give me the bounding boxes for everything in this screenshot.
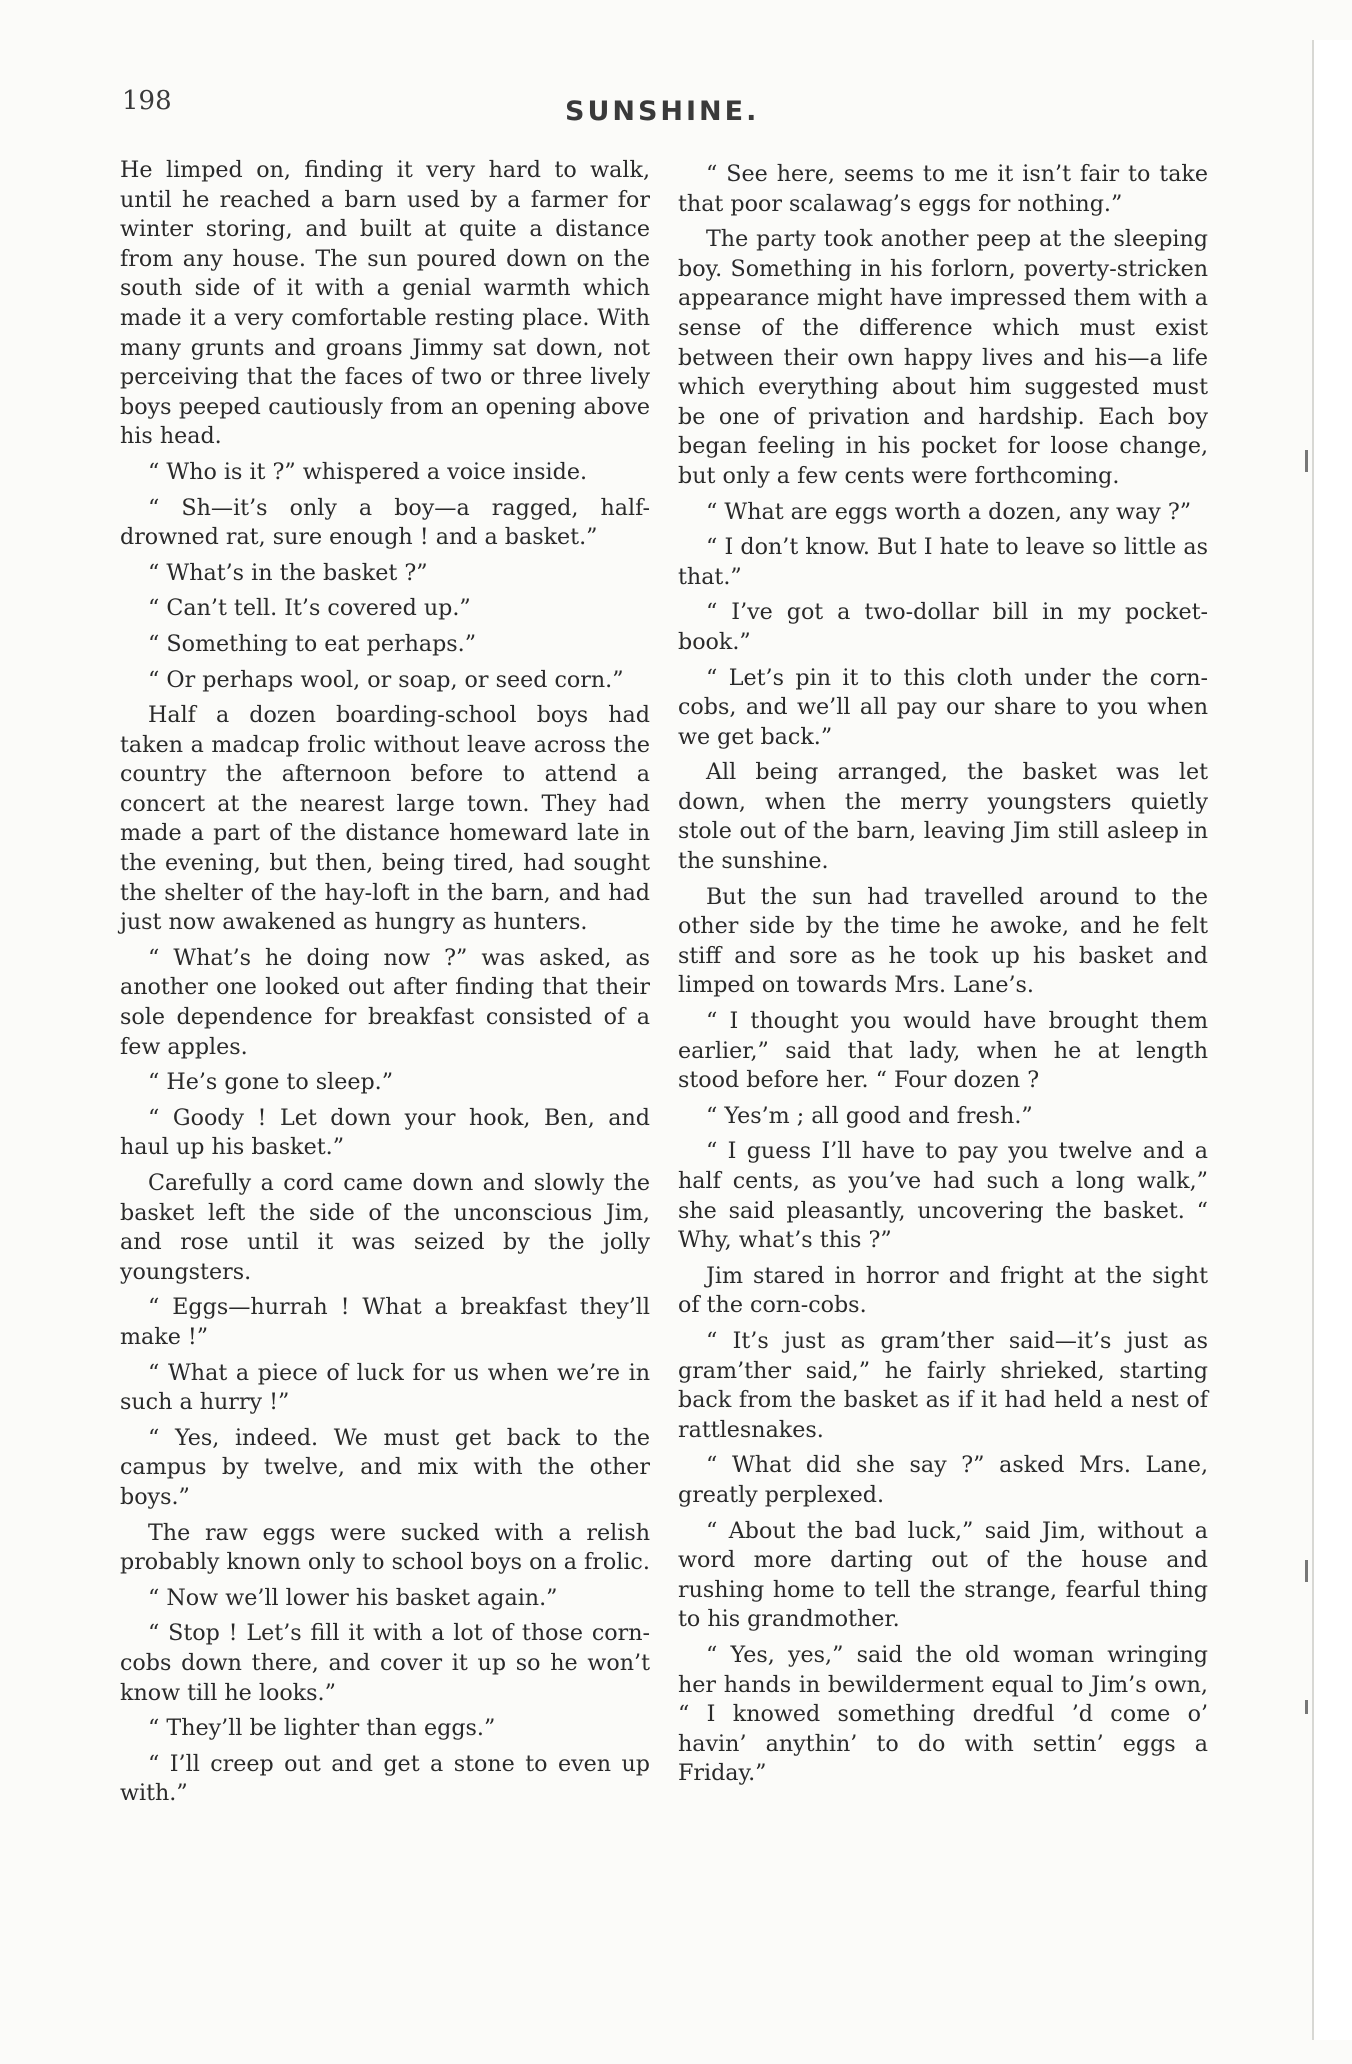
paragraph: “ I thought you would have brought them earlier,” said that lady, when he at length stood before her. “ Four dozen ? xyxy=(678,1008,1208,1094)
paragraph: “ What’s in the basket ?” xyxy=(148,559,428,586)
paragraph: He limped on, finding it very hard to walk, until he reached a barn used by a farmer for winter storing, and built at quite a distance from any house. The sun poured down on the south side of it with a genial warmth which made it a very comfortable resting place. With many grunts and groans Jimmy sat down, not perceiving that the faces of two or three lively boys peeped cautiously from an opening above his head. xyxy=(120,157,650,450)
paragraph: “ I guess I’ll have to pay you twelve and a half cents, as you’ve had such a long walk,” she said pleasantly, uncovering the basket. “ Why, what’s this ?” xyxy=(678,1138,1208,1254)
paragraph: “ It’s just as gram’ther said—it’s just as gram’ther said,” he fairly shrieked, starting back from the basket as if it had held a nest of rattlesnakes. xyxy=(678,1327,1208,1443)
scan-mark xyxy=(1305,1560,1308,1582)
paragraph: “ Yes’m ; all good and fresh.” xyxy=(706,1102,1033,1129)
paragraph: “ Stop ! Let’s fill it with a lot of those corn-cobs down there, and cover it up so he won’t know till he looks.” xyxy=(120,1620,650,1706)
paragraph: “ What’s he doing now ?” was asked, as another one looked out after finding that their sole dependence for breakfast consisted of a few apples. xyxy=(120,944,650,1060)
paragraph: Carefully a cord came down and slowly the basket left the side of the unconscious Jim, and rose until it was seized by the jolly youngsters. xyxy=(120,1170,650,1285)
paragraph: “ What a piece of luck for us when we’re in such a hurry !” xyxy=(120,1359,650,1416)
paragraph: “ See here, seems to me it isn’t fair to take that poor scalawag’s eggs for nothing.” xyxy=(678,161,1208,217)
paragraph: “ Something to eat perhaps.” xyxy=(148,630,477,657)
page-header xyxy=(120,82,1200,132)
paragraph: “ What are eggs worth a dozen, any way ?” xyxy=(706,498,1192,525)
running-title: SUNSHINE. xyxy=(565,96,760,127)
paragraph: “ He’s gone to sleep.” xyxy=(148,1069,394,1096)
paragraph: “ I don’t know. But I hate to leave so little as that.” xyxy=(678,534,1208,590)
page-number: 198 xyxy=(122,86,172,116)
page-edge xyxy=(1312,40,1352,2040)
paragraph: Half a dozen boarding-school boys had taken a madcap frolic without leave across the country the afternoon before to attend a concert at the nearest large town. They had made a part of the distance homeward late in the evening, but then, being tired, had sought the shelter of the hay-loft in the barn, and had just now awakened as hungry as hunters. xyxy=(120,702,650,936)
paragraph: “ I’ve got a two-dollar bill in my pocket-book.” xyxy=(678,599,1208,655)
paragraph: “ Goody ! Let down your hook, Ben, and haul up his basket.” xyxy=(120,1104,650,1161)
paragraph: “ Who is it ?” whispered a voice inside. xyxy=(148,458,588,485)
scan-mark xyxy=(1305,450,1308,472)
paragraph: “ Or perhaps wool, or soap, or seed corn.” xyxy=(148,666,624,693)
paragraph: “ About the bad luck,” said Jim, without a word more darting out of the house and rushing home to tell the strange, fearful thing to his grandmother. xyxy=(678,1517,1208,1633)
scan-mark xyxy=(1305,1700,1308,1714)
paragraph: “ They’ll be lighter than eggs.” xyxy=(148,1715,496,1742)
paragraph: The raw eggs were sucked with a relish probably known only to school boys on a frolic. xyxy=(120,1519,650,1576)
paragraph: All being arranged, the basket was let down, when the merry youngsters quietly stole out of the barn, leaving Jim still asleep in the sunshine. xyxy=(678,759,1208,875)
paragraph: But the sun had travelled around to the other side by the time he awoke, and he felt stiff and sore as he took up his basket and limped on towards Mrs. Lane’s. xyxy=(678,883,1208,999)
paragraph: “ Yes, yes,” said the old woman wringing her hands in bewilderment equal to Jim’s own, “ I knowed something dredful ’d come o’ havin’ anythin’ to do with settin’ eggs a Friday.” xyxy=(678,1641,1208,1787)
paragraph: “ Yes, indeed. We must get back to the campus by twelve, and mix with the other boys.” xyxy=(120,1424,650,1510)
paragraph: “ What did she say ?” asked Mrs. Lane, greatly perplexed. xyxy=(678,1452,1208,1508)
paragraph: The party took another peep at the sleeping boy. Something in his forlorn, poverty-stricken appearance might have impressed them with a sense of the difference which must exist between their own happy lives and his—a life which everything about him suggested must be one of privation and hardship. Each boy began feeling in his pocket for loose change, but only a few cents were forthcoming. xyxy=(678,226,1208,489)
paragraph: “ Eggs—hurrah ! What a breakfast they’ll make !” xyxy=(120,1294,650,1350)
paragraph: “ Sh—it’s only a boy—a ragged, half-drowned rat, sure enough ! and a basket.” xyxy=(120,494,650,551)
paragraph: Jim stared in horror and fright at the sight of the corn-cobs. xyxy=(678,1262,1208,1319)
paragraph: “ Now we’ll lower his basket again.” xyxy=(148,1584,558,1611)
left-column xyxy=(120,156,650,1815)
right-column xyxy=(678,160,1208,1795)
paragraph: “ Let’s pin it to this cloth under the corn-cobs, and we’ll all pay our share to you when we get back.” xyxy=(678,664,1208,750)
paragraph: “ Can’t tell. It’s covered up.” xyxy=(148,595,471,622)
paragraph: “ I’ll creep out and get a stone to even up with.” xyxy=(120,1750,650,1807)
